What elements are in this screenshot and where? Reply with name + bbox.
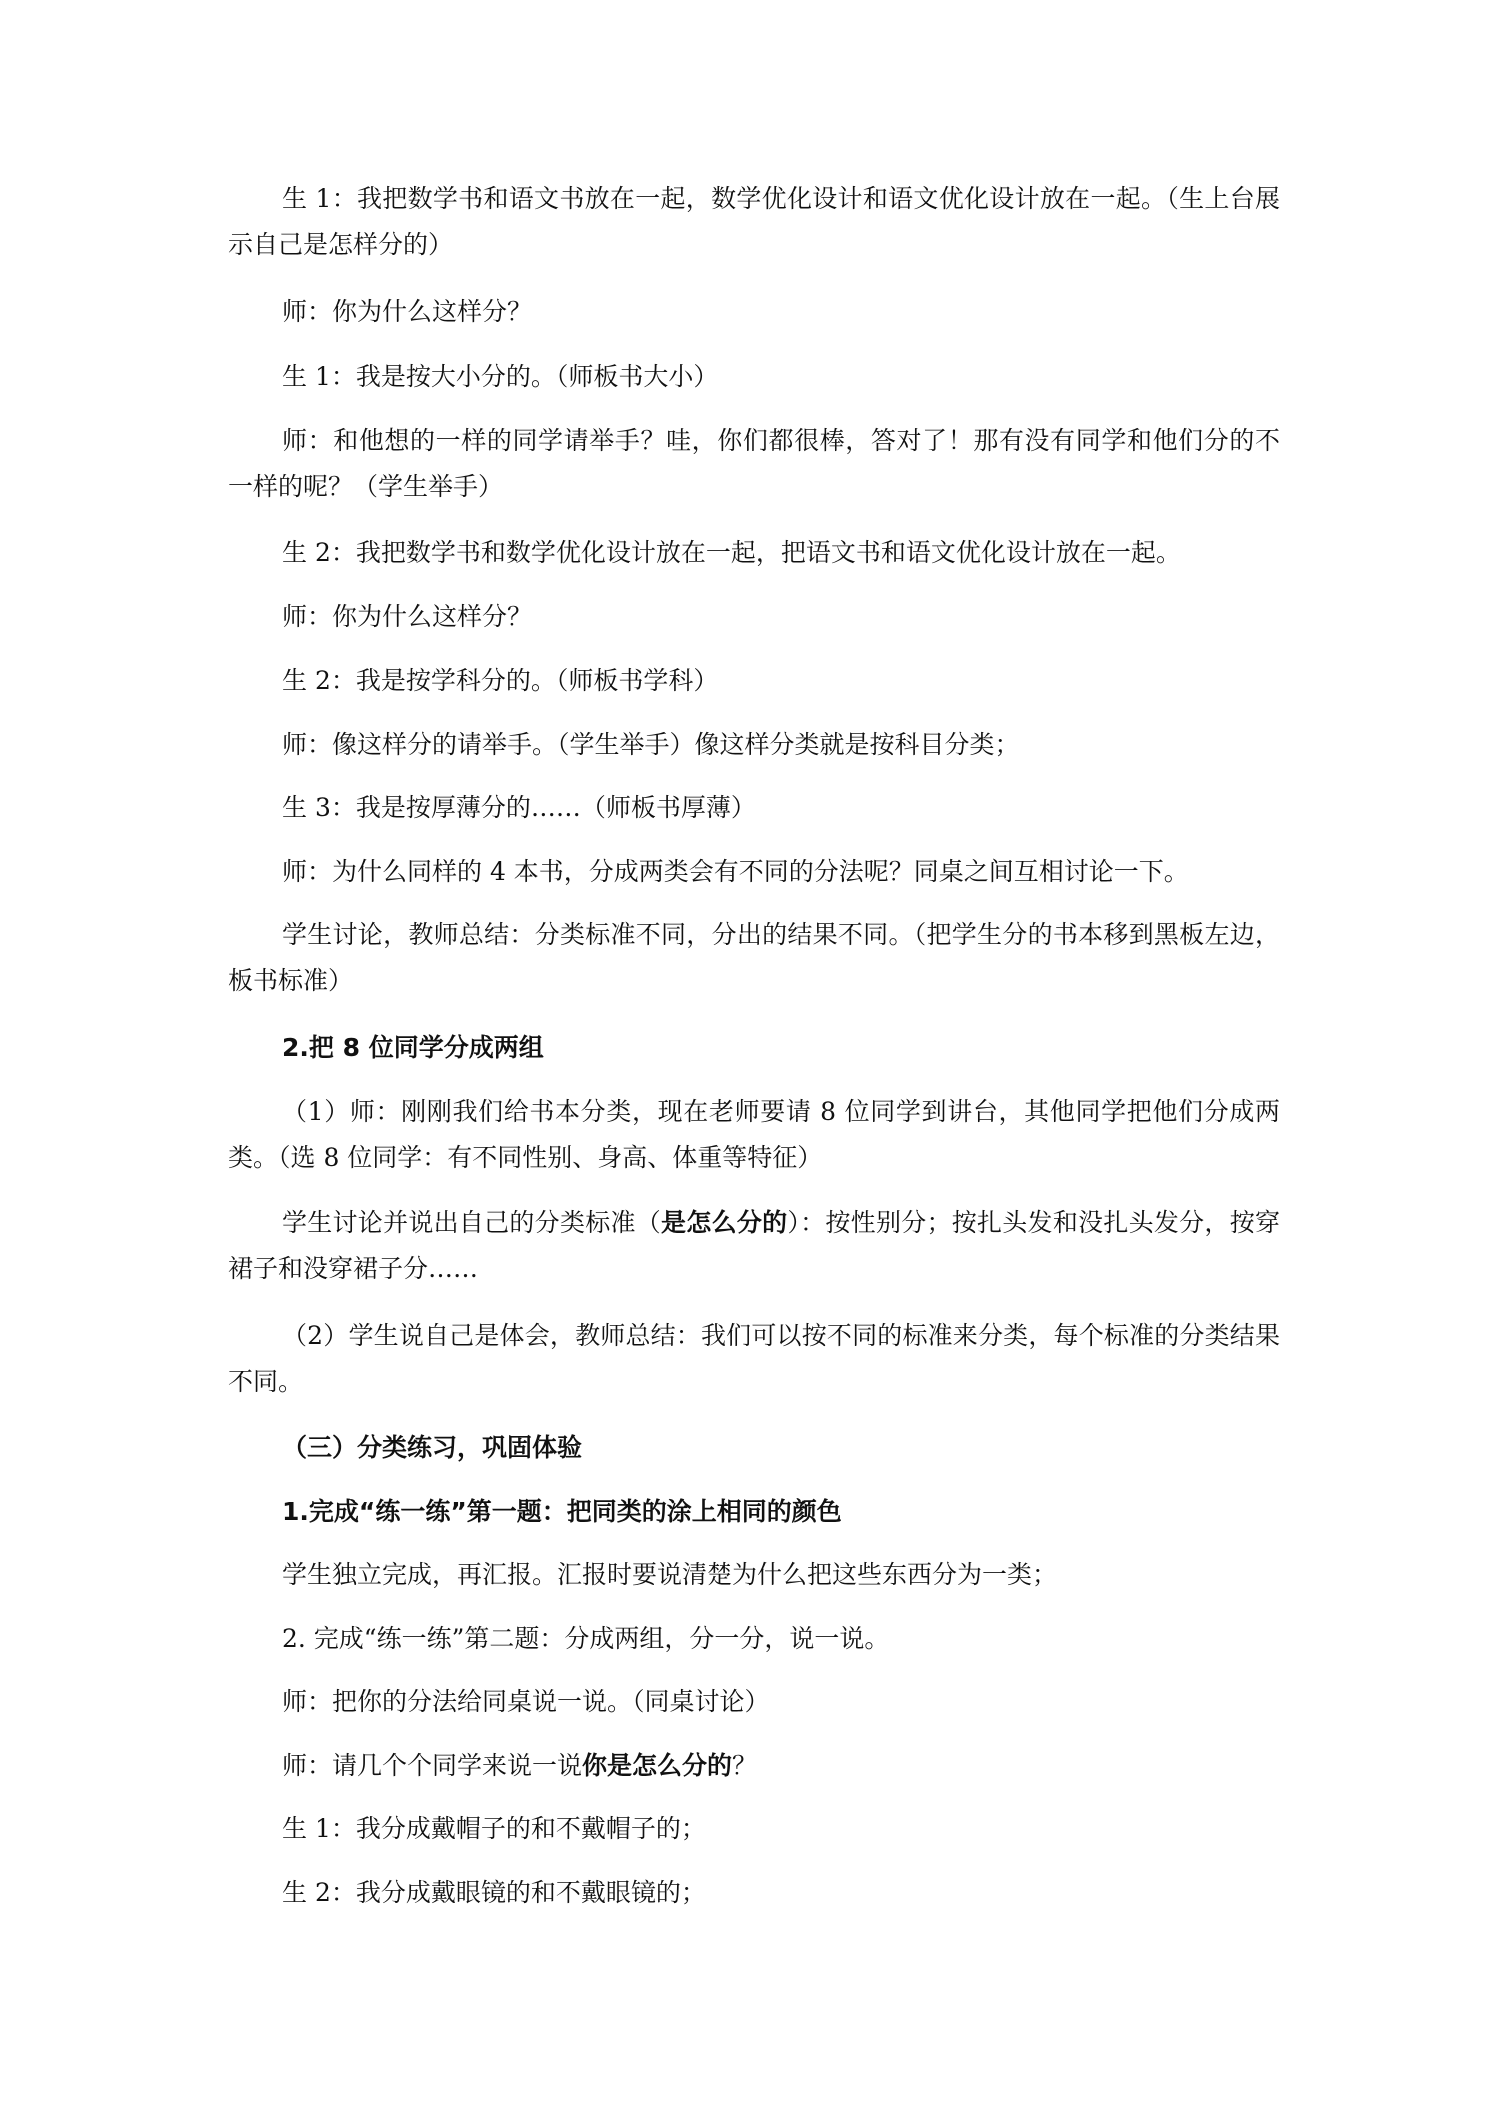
text-before-bold: 师：请几个个同学来说一说 — [282, 1751, 583, 1780]
bold-text: 是怎么分的 — [661, 1208, 788, 1237]
paragraph-teacher-ask-method — [228, 1743, 1280, 1789]
paragraph-independent-work: 学生独立完成，再汇报。汇报时要说清楚为什么把这些东西分为一类； — [282, 1560, 1058, 1589]
section-heading-group-students: 2.把 8 位同学分成两组 — [282, 1033, 544, 1062]
paragraph-teacher-question: 师：你为什么这样分？ — [282, 297, 533, 326]
paragraph-teacher-subject: 师：像这样分的请举手。（学生举手）像这样分类就是按科目分类； — [282, 730, 1020, 759]
paragraph-student2-answer: 生 2：我把数学书和数学优化设计放在一起，把语文书和语文优化设计放在一起。 — [282, 538, 1181, 567]
paragraph-summary: 学生讨论，教师总结：分类标准不同，分出的结果不同。（把学生分的书本移到黑板左边，板书标准） — [228, 920, 1280, 995]
paragraph-teacher-question-2: 师：你为什么这样分？ — [282, 602, 533, 631]
paragraph-student3-answer: 生 3：我是按厚薄分的……（师板书厚薄） — [282, 793, 756, 822]
paragraph-student1-answer: 生 1：我把数学书和语文书放在一起，数学优化设计和语文优化设计放在一起。（生上台展示自己是怎样分的） — [228, 184, 1280, 259]
bold-text: 你是怎么分的 — [582, 1751, 733, 1780]
paragraph-desk-mate-discussion: 师：把你的分法给同桌说一说。（同桌讨论） — [282, 1687, 770, 1716]
paragraph-teacher-praise: 师：和他想的一样的同学请举手？哇，你们都很棒，答对了！那有没有同学和他们分的不一样的呢？（学生举手） — [228, 426, 1280, 501]
paragraph-classification-standards — [228, 1200, 1280, 1292]
paragraph-step-2: （2）学生说自己是体会，教师总结：我们可以按不同的标准来分类，每个标准的分类结果不同。 — [228, 1321, 1280, 1396]
text-after-bold: ）：按性别分；按扎头发和没扎头发分，按穿裙子和没穿裙子分…… — [228, 1208, 1280, 1283]
paragraph-student1-hats: 生 1：我分成戴帽子的和不戴帽子的； — [282, 1814, 706, 1843]
paragraph-teacher-discussion: 师：为什么同样的 4 本书，分成两类会有不同的分法呢？同桌之间互相讨论一下。 — [282, 857, 1189, 886]
text-after-bold: ？ — [732, 1751, 758, 1780]
paragraph-student2-glasses: 生 2：我分成戴眼镜的和不戴眼镜的； — [282, 1878, 706, 1907]
paragraph-exercise-2: 2. 完成“练一练”第二题：分成两组，分一分，说一说。 — [282, 1624, 890, 1653]
section-heading-practice: （三）分类练习，巩固体验 — [282, 1433, 583, 1462]
section-heading-exercise-1: 1.完成“练一练”第一题：把同类的涂上相同的颜色 — [282, 1497, 842, 1526]
paragraph-student2-reason: 生 2：我是按学科分的。（师板书学科） — [282, 666, 719, 695]
paragraph-step-1: （1）师：刚刚我们给书本分类，现在老师要请 8 位同学到讲台，其他同学把他们分成两类。（选 8 位同学：有不同性别、身高、体重等特征） — [228, 1097, 1280, 1172]
paragraph-student1-reason: 生 1：我是按大小分的。（师板书大小） — [282, 362, 719, 391]
text-before-bold: 学生讨论并说出自己的分类标准（ — [282, 1208, 662, 1237]
